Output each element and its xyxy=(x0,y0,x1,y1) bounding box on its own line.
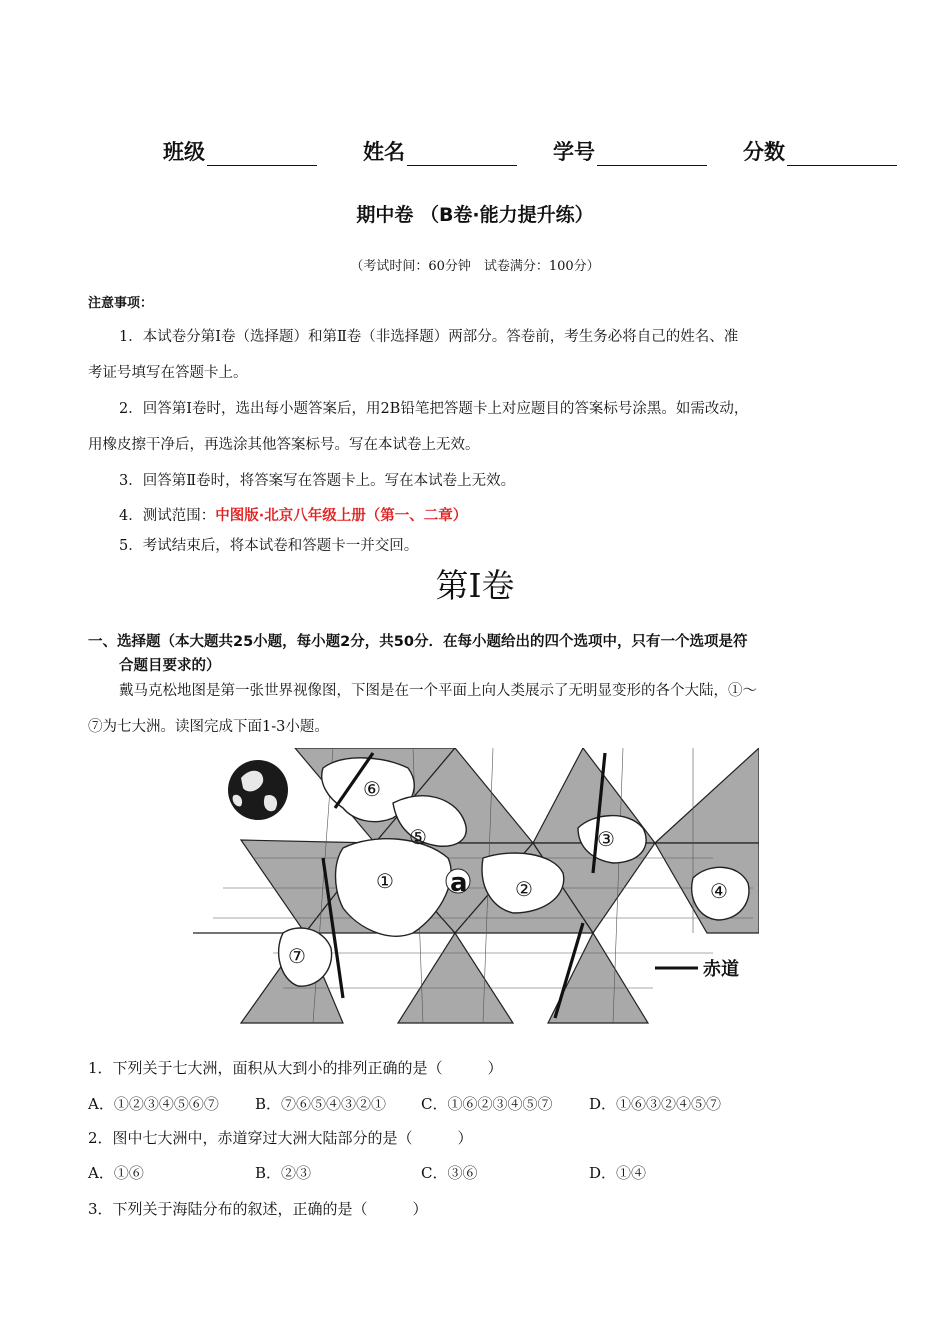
q1-option-a[interactable]: A．①②③④⑤⑥⑦ xyxy=(88,1095,219,1113)
notice-item-4 xyxy=(119,504,467,525)
student-id-field[interactable] xyxy=(553,136,707,166)
name-field[interactable] xyxy=(363,136,517,166)
dymaxion-map-svg xyxy=(193,748,759,1025)
score-field[interactable] xyxy=(743,136,897,166)
globe-body xyxy=(228,760,288,820)
class-field[interactable] xyxy=(163,136,317,166)
notice-item-5: 5．考试结束后，将本试卷和答题卡一并交回。 xyxy=(119,538,419,554)
notice-item-2-line-2: 用橡皮擦干净后，再选涂其他答案标号。写在本试卷上无效。 xyxy=(88,437,480,453)
class-blank[interactable] xyxy=(207,143,317,166)
notice-item-1-line-1: 1．本试卷分第Ⅰ卷（选择题）和第Ⅱ卷（非选择题）两部分。答卷前，考生务必将自己的姓名、准 xyxy=(119,329,739,345)
score-label: 分数 xyxy=(743,140,785,164)
score-blank[interactable] xyxy=(787,143,897,166)
label-1: ① xyxy=(376,869,394,893)
q1-option-d[interactable]: D．①⑥③②④⑤⑦ xyxy=(589,1095,722,1113)
notice-heading: 注意事项： xyxy=(88,296,154,311)
intro-line-2: ⑦为七大洲。读图完成下面1-3小题。 xyxy=(88,719,329,735)
intro-line-1: 戴马克松地图是第一张世界视像图，下图是在一个平面上向人类展示了无明显变形的各个大陆，①～ xyxy=(119,683,757,699)
label-2: ② xyxy=(515,877,533,901)
section-heading-line-2: 合题目要求的） xyxy=(119,658,221,674)
class-label: 班级 xyxy=(163,140,205,164)
label-4: ④ xyxy=(710,879,728,903)
dymaxion-map xyxy=(193,748,759,1025)
ocean-panel xyxy=(548,933,648,1023)
test-range: 中图版·北京八年级上册（第一、二章） xyxy=(215,508,468,524)
q2-option-c[interactable]: C．③⑥ xyxy=(421,1164,478,1182)
notice-item-1-line-2: 考证号填写在答题卡上。 xyxy=(88,365,248,381)
name-label: 姓名 xyxy=(363,140,405,164)
label-5: ⑤ xyxy=(409,825,427,849)
ocean-panel xyxy=(655,748,759,843)
notice-item-2-line-1: 2．回答第Ⅰ卷时，选出每小题答案后，用2B铅笔把答题卡上对应题目的答案标号涂黑。如需改动， xyxy=(119,401,749,417)
legend-equator-label: 赤道 xyxy=(703,959,739,980)
q2-option-d[interactable]: D．①④ xyxy=(589,1164,647,1182)
section-heading-line-1: 一、选择题（本大题共25小题，每小题2分，共50分．在每小题给出的四个选项中，只有一个选项是符 xyxy=(88,634,748,650)
student-id-label: 学号 xyxy=(553,140,595,164)
q2-option-a[interactable]: A．①⑥ xyxy=(88,1164,144,1182)
notice-item-3: 3．回答第Ⅱ卷时，将答案写在答题卡上。写在本试卷上无效。 xyxy=(119,473,516,489)
q1-option-b[interactable]: B．⑦⑥⑤④③②① xyxy=(255,1095,387,1113)
question-2-stem: 2．图中七大洲中，赤道穿过大洲大陆部分的是（ ） xyxy=(88,1129,473,1147)
question-3-stem: 3．下列关于海陆分布的叙述，正确的是（ ） xyxy=(88,1200,428,1218)
name-blank[interactable] xyxy=(407,143,517,166)
label-3: ③ xyxy=(597,827,615,851)
exam-title: 期中卷 （B卷·能力提升练） xyxy=(356,204,594,226)
notice-item-4-prefix: 4．测试范围： xyxy=(119,508,216,524)
exam-subtitle: （考试时间：60分钟 试卷满分：100分） xyxy=(350,259,600,274)
volume-title: 第Ⅰ卷 xyxy=(435,566,515,605)
q2-option-b[interactable]: B．②③ xyxy=(255,1164,312,1182)
student-info-row xyxy=(163,136,903,168)
label-6: ⑥ xyxy=(363,777,381,801)
ocean-panel xyxy=(398,933,513,1023)
globe-icon xyxy=(228,760,288,820)
point-a-label: a xyxy=(450,868,468,898)
question-1-stem: 1．下列关于七大洲，面积从大到小的排列正确的是（ ） xyxy=(88,1059,503,1077)
q1-option-c[interactable]: C．①⑥②③④⑤⑦ xyxy=(421,1095,553,1113)
student-id-blank[interactable] xyxy=(597,143,707,166)
label-7: ⑦ xyxy=(288,944,306,968)
